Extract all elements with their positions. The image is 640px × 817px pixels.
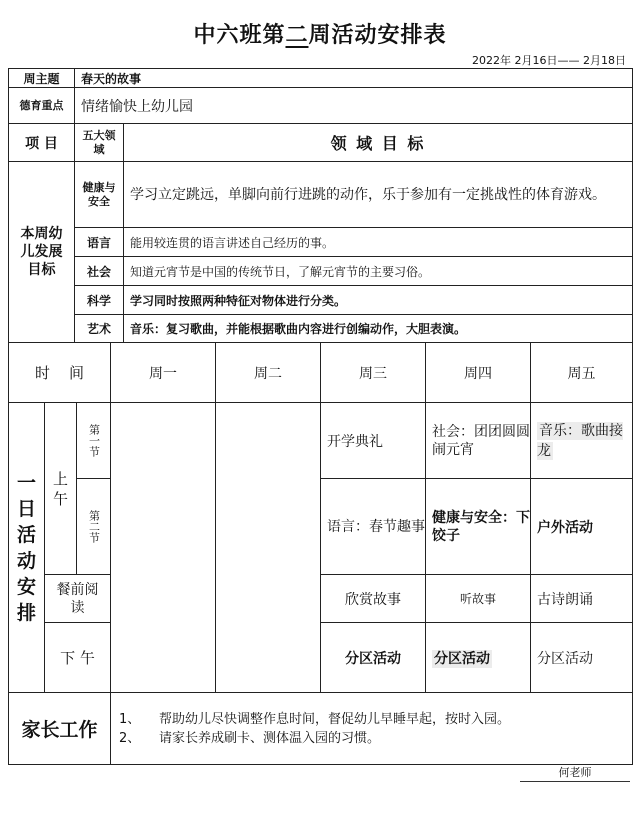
schedule-row-pre-meal: [9, 575, 633, 623]
afternoon-fri: 分区活动: [531, 623, 633, 693]
goal-text: 能用较连贯的语言讲述自己经历的事。: [124, 228, 633, 257]
title-suffix: 周活动安排表: [308, 23, 447, 48]
afternoon-wed: 分区活动: [321, 623, 426, 693]
goal-row: [9, 286, 633, 315]
goal-domain: 健康与安全: [75, 162, 124, 228]
domains-header: 五大领域: [75, 124, 124, 162]
goal-text: 知道元宵节是中国的传统节日，了解元宵节的主要习俗。: [124, 257, 633, 286]
schedule-row-afternoon: [9, 623, 633, 693]
parent-work-row: [9, 693, 633, 765]
parent-work-items: [111, 693, 633, 765]
day-header-thu: 周四: [426, 343, 531, 403]
pre-meal-wed: 欣赏故事: [321, 575, 426, 623]
goal-text: 学习同时按照两种特征对物体进行分类。: [124, 286, 633, 315]
item-text: 帮助幼儿尽快调整作息时间，督促幼儿早睡早起，按时入园。: [159, 711, 511, 727]
moral-focus-label: 德育重点: [9, 88, 75, 124]
pre-meal-thu: 听故事: [426, 575, 531, 623]
day-header-tue: 周二: [216, 343, 321, 403]
weekly-theme-label: 周主题: [9, 69, 75, 88]
afternoon-thu: 分区活动: [434, 650, 491, 667]
day-header-mon: 周一: [111, 343, 216, 403]
schedule-row-period2: [9, 479, 633, 575]
goal-domain: 艺术: [75, 315, 124, 343]
period1-thu: 社会：团团圆圆闹元宵: [426, 403, 531, 479]
moral-focus-value: 情绪愉快上幼儿园: [75, 88, 633, 124]
day-header-fri: 周五: [531, 343, 633, 403]
goal-row: [9, 162, 633, 228]
period2-thu: 健康与安全：下饺子: [426, 479, 531, 575]
page-title: [0, 18, 640, 49]
goal-row: [9, 228, 633, 257]
period2-label: 第二节: [87, 510, 101, 543]
item-number: 1、: [119, 711, 141, 727]
period1-wed: 开学典礼: [321, 403, 426, 479]
date-range: 2022年 2月16日—— 2月18日: [472, 54, 626, 67]
time-header: 时 间: [9, 343, 111, 403]
moral-focus-row: [9, 88, 633, 124]
pre-meal-label: 餐前阅读: [45, 575, 111, 623]
item-header: 项 目: [9, 124, 75, 162]
period2-wed: 语言：春节趣事: [321, 479, 426, 575]
day-header-wed: 周三: [321, 343, 426, 403]
schedule-row-period1: [9, 403, 633, 479]
goals-header: 领 域 目 标: [124, 124, 633, 162]
pre-meal-fri: 古诗朗诵: [531, 575, 633, 623]
tuesday-cell: [216, 403, 321, 693]
period1-label: 第一节: [87, 424, 101, 457]
goal-domain: 语言: [75, 228, 124, 257]
goal-row: [9, 315, 633, 343]
goal-domain: 科学: [75, 286, 124, 315]
schedule-table: [8, 342, 633, 765]
teacher-signature: 何老师: [520, 764, 630, 782]
period1-fri: 音乐：歌曲接龙: [537, 422, 624, 459]
goal-text: 学习立定跳远，单脚向前行进跳的动作，乐于参加有一定挑战性的体育游戏。: [124, 162, 633, 228]
goals-table: [8, 68, 633, 343]
title-week-number: 二: [285, 23, 309, 48]
weekly-theme-value: 春天的故事: [75, 69, 633, 88]
daily-activity-label: 一日活动安排: [9, 403, 45, 693]
parent-work-item: [119, 729, 632, 748]
goal-row: [9, 257, 633, 286]
development-goals-label: 本周幼儿发展目标: [9, 162, 75, 343]
item-number: 2、: [119, 730, 141, 746]
schedule-header-row: [9, 343, 633, 403]
afternoon-label: 下 午: [45, 623, 111, 693]
morning-label: 上午: [45, 403, 77, 575]
parent-work-label: 家长工作: [9, 693, 111, 765]
goal-domain: 社会: [75, 257, 124, 286]
goals-header-row: [9, 124, 633, 162]
goal-text: 音乐：复习歌曲，并能根据歌曲内容进行创编动作，大胆表演。: [124, 315, 633, 343]
monday-cell: [111, 403, 216, 693]
parent-work-item: [119, 710, 632, 729]
weekly-theme-row: [9, 69, 633, 88]
period2-fri: 户外活动: [531, 479, 633, 575]
title-prefix: 中六班第: [193, 23, 286, 48]
item-text: 请家长养成刷卡、测体温入园的习惯。: [159, 730, 381, 746]
